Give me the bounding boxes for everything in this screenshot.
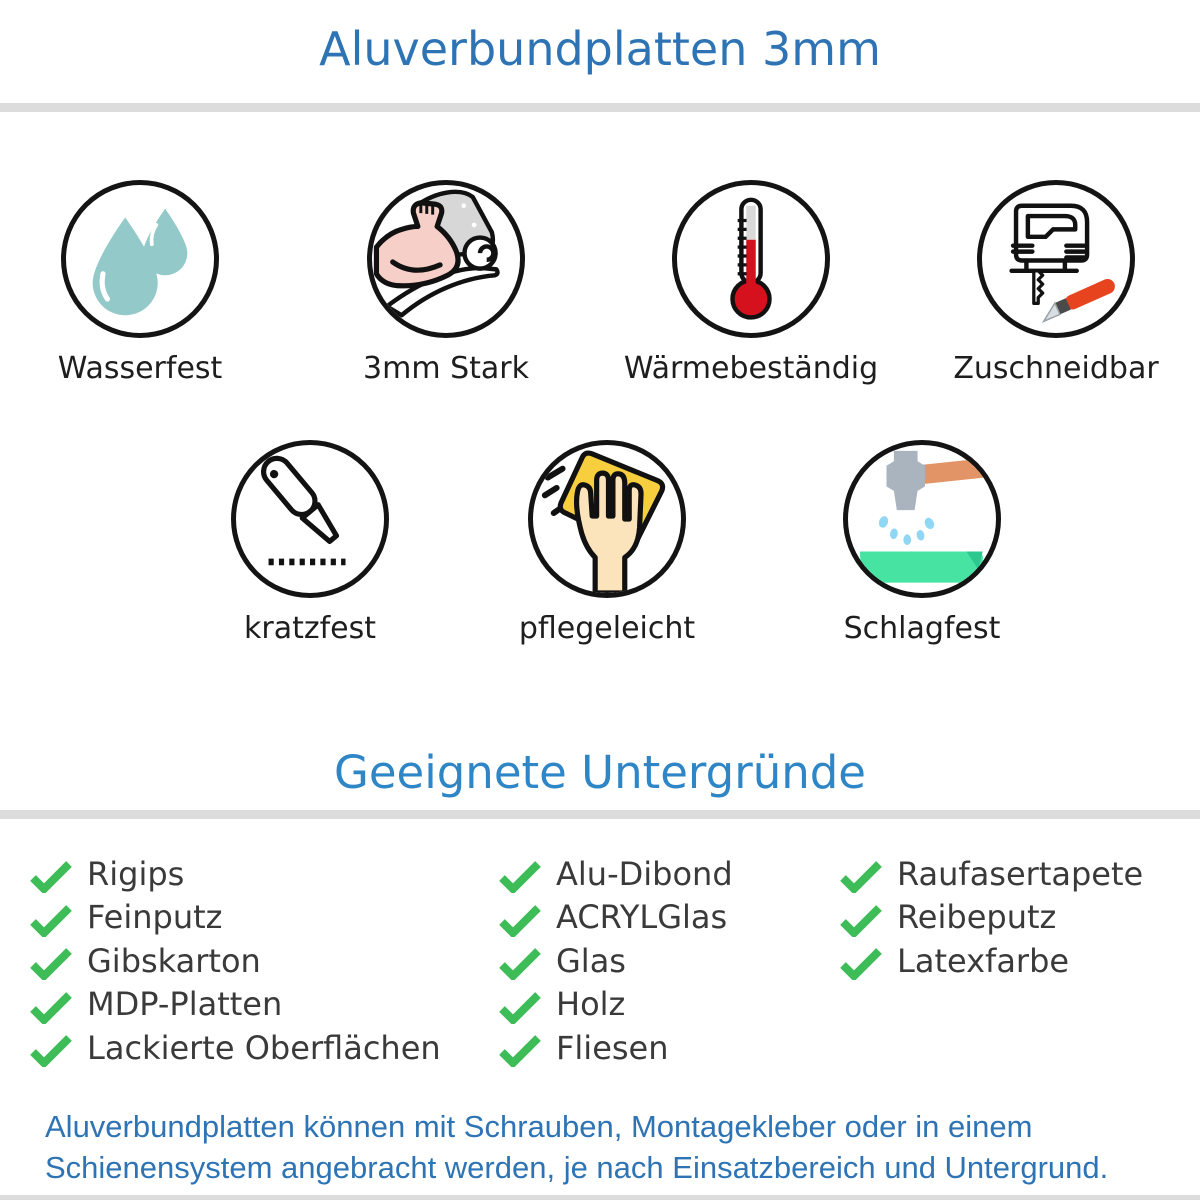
checkmark-icon (28, 859, 74, 893)
feature-circle (843, 440, 1001, 598)
water-drops-icon (66, 185, 214, 333)
feature-label: 3mm Stark (363, 351, 529, 386)
checkmark-icon (28, 990, 74, 1024)
footer-note (45, 1106, 1175, 1188)
jigsaw-knife-icon (982, 185, 1130, 333)
list-item-label: ACRYLGlas (556, 898, 728, 937)
substrate-column-2 (497, 852, 733, 1070)
checkmark-icon (497, 990, 543, 1024)
feature-circle (672, 180, 830, 338)
feature-waermebestaendig (621, 180, 881, 386)
feature-wasserfest (10, 180, 270, 386)
checkmark-icon (28, 946, 74, 980)
feature-label: Schlagfest (843, 611, 1001, 646)
strong-arm-panel-icon (372, 185, 520, 333)
feature-label: Wasserfest (57, 351, 223, 386)
feature-pflegeleicht (477, 440, 737, 646)
list-item (28, 983, 441, 1027)
checkmark-icon (497, 946, 543, 980)
feature-label: pflegeleicht (518, 611, 696, 646)
hammer-impact-icon (848, 445, 996, 593)
substrate-column-3 (838, 852, 1143, 983)
cleaning-hand-icon (533, 445, 681, 593)
checkmark-icon (497, 903, 543, 937)
list-item (497, 939, 733, 983)
list-item-label: Holz (556, 985, 626, 1024)
list-item (497, 852, 733, 896)
list-item-label: Latexfarbe (897, 941, 1070, 980)
list-item (838, 939, 1143, 983)
list-item-label: MDP-Platten (87, 985, 283, 1024)
checkmark-icon (28, 903, 74, 937)
checkmark-icon (838, 859, 884, 893)
feature-3mm-stark (316, 180, 576, 386)
list-item-label: Fliesen (556, 1028, 669, 1067)
feature-label: kratzfest (243, 611, 376, 646)
list-item-label: Gibskarton (87, 941, 261, 980)
list-item (838, 896, 1143, 940)
page-title: Aluverbundplatten 3mm (319, 22, 881, 76)
feature-circle (977, 180, 1135, 338)
list-item (497, 896, 733, 940)
checkmark-icon (28, 1033, 74, 1067)
list-item-label: Feinputz (87, 898, 223, 937)
section-title-untergruende: Geeignete Untergründe (333, 746, 866, 799)
feature-circle (231, 440, 389, 598)
checkmark-icon (497, 859, 543, 893)
list-item-label: Rigips (87, 854, 185, 893)
footer-line-1: Aluverbundplatten können mit Schrauben, Montagekleber oder in einem (45, 1109, 1033, 1144)
feature-label: Zuschneidbar (953, 351, 1159, 386)
feature-circle (528, 440, 686, 598)
divider-top (0, 103, 1200, 112)
list-item-label: Raufasertapete (897, 854, 1144, 893)
feature-circle (367, 180, 525, 338)
thermometer-icon (677, 185, 825, 333)
footer-line-2: Schienensystem angebracht werden, je nach Einsatzbereich und Untergrund. (45, 1150, 1109, 1185)
substrate-column-1 (28, 852, 441, 1070)
list-item-label: Alu-Dibond (556, 854, 733, 893)
list-item-label: Reibeputz (897, 898, 1057, 937)
feature-kratzfest (180, 440, 440, 646)
list-item (497, 1026, 733, 1070)
list-item (497, 983, 733, 1027)
checkmark-icon (838, 903, 884, 937)
divider-middle (0, 810, 1200, 819)
list-item-label: Glas (556, 941, 626, 980)
feature-circle (61, 180, 219, 338)
list-item (838, 852, 1143, 896)
feature-schlagfest (792, 440, 1052, 646)
list-item (28, 939, 441, 983)
utility-knife-icon (236, 445, 384, 593)
feature-label: Wärmebeständig (623, 351, 879, 386)
feature-zuschneidbar (926, 180, 1186, 386)
list-item (28, 1026, 441, 1070)
list-item (28, 852, 441, 896)
list-item (28, 896, 441, 940)
divider-bottom (0, 1195, 1200, 1200)
checkmark-icon (838, 946, 884, 980)
list-item-label: Lackierte Oberflächen (87, 1028, 441, 1067)
checkmark-icon (497, 1033, 543, 1067)
